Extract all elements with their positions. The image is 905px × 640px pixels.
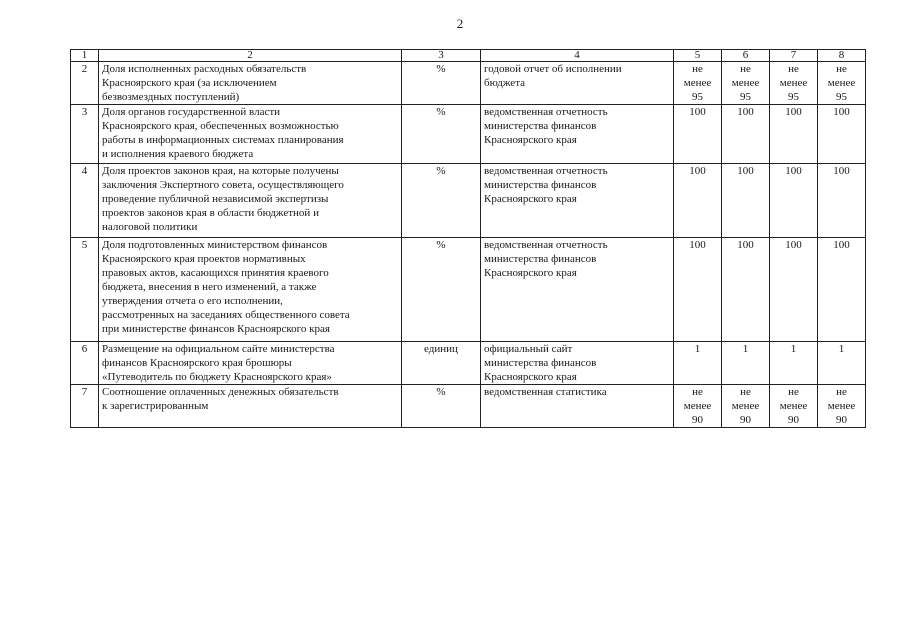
value-line: 1 (838, 343, 845, 355)
page-number: 2 (456, 16, 464, 31)
indicator-name-line: Соотношение оплаченных денежных обязательств (102, 386, 339, 398)
value-cell (674, 385, 722, 428)
value-line: не (740, 386, 751, 398)
table-row (71, 385, 866, 428)
value-cell (770, 164, 818, 238)
indicator-name-line: Доля исполненных расходных обязательств (102, 63, 307, 75)
value-cell (722, 62, 770, 105)
source-line: годовой отчет об исполнении (484, 63, 622, 75)
value-line: не (788, 386, 799, 398)
value-cell (818, 385, 866, 428)
value-line: 100 (785, 165, 802, 177)
row-number-cell: 6 (71, 342, 99, 385)
value-line: 95 (836, 91, 847, 103)
value-cell (722, 342, 770, 385)
header-cell: 4 (481, 50, 674, 62)
indicator-name-cell (99, 342, 402, 385)
value-cell (722, 238, 770, 342)
indicator-name-cell (99, 238, 402, 342)
value-cell (770, 105, 818, 164)
source-line: Красноярского края (484, 267, 577, 279)
value-line: менее (779, 400, 808, 412)
table-row (71, 238, 866, 342)
source-cell (481, 164, 674, 238)
table-row (71, 105, 866, 164)
indicator-name-line: Красноярского края, обеспеченных возможностью (102, 120, 339, 132)
source-cell (481, 105, 674, 164)
value-cell (674, 105, 722, 164)
source-line: министерства финансов (484, 253, 597, 265)
indicator-name-cell (99, 164, 402, 238)
source-line: ведомственная отчетность (484, 239, 608, 251)
source-line: официальный сайт (484, 343, 573, 355)
unit-cell: % (402, 164, 481, 238)
value-line: менее (827, 400, 856, 412)
source-line: министерства финансов (484, 120, 597, 132)
header-cell: 1 (71, 50, 99, 62)
source-cell (481, 385, 674, 428)
source-cell (481, 62, 674, 105)
value-cell (722, 385, 770, 428)
value-line: 100 (785, 239, 802, 251)
indicator-name-line: Размещение на официальном сайте министерства (102, 343, 335, 355)
value-cell (770, 385, 818, 428)
header-cell: 2 (99, 50, 402, 62)
row-number-cell: 3 (71, 105, 99, 164)
indicator-name-line: безвозмездных поступлений) (102, 91, 240, 103)
indicator-name-line: проведение публичной независимой экспертизы (102, 193, 329, 205)
value-cell (674, 164, 722, 238)
indicator-name-cell (99, 385, 402, 428)
row-number-cell: 4 (71, 164, 99, 238)
value-line: 100 (785, 106, 802, 118)
indicator-name-line: бюджета, внесения в него изменений, а также (102, 281, 317, 293)
table-row (71, 164, 866, 238)
value-cell (674, 342, 722, 385)
value-line: 90 (836, 414, 847, 426)
value-cell (818, 164, 866, 238)
value-line: менее (731, 77, 760, 89)
source-line: министерства финансов (484, 357, 597, 369)
value-line: 100 (833, 106, 850, 118)
value-cell (818, 342, 866, 385)
indicator-name-line: рассмотренных на заседаниях общественного совета (102, 309, 350, 321)
source-line: бюджета (484, 77, 526, 89)
value-line: 95 (788, 91, 799, 103)
value-line: 100 (737, 239, 754, 251)
indicator-name-line: к зарегистрированным (102, 400, 209, 412)
indicator-name-line: заключения Экспертного совета, осуществляющего (102, 179, 344, 191)
value-cell (818, 105, 866, 164)
indicator-name-line: «Путеводитель по бюджету Красноярского края» (102, 371, 332, 383)
source-cell (481, 238, 674, 342)
header-cell: 6 (722, 50, 770, 62)
value-cell (674, 62, 722, 105)
source-line: ведомственная статистика (484, 386, 607, 398)
value-line: не (740, 63, 751, 75)
row-number-cell: 5 (71, 238, 99, 342)
value-line: не (692, 63, 703, 75)
value-line: не (692, 386, 703, 398)
value-line: 100 (689, 106, 706, 118)
value-cell (722, 164, 770, 238)
indicator-name-line: налоговой политики (102, 221, 198, 233)
value-line: менее (683, 400, 712, 412)
value-line: 100 (689, 165, 706, 177)
indicator-name-line: финансов Красноярского края брошюры (102, 357, 292, 369)
value-line: 90 (740, 414, 751, 426)
header-cell: 8 (818, 50, 866, 62)
indicator-name-line: Доля подготовленных министерством финансов (102, 239, 328, 251)
row-number-cell: 7 (71, 385, 99, 428)
value-cell (770, 342, 818, 385)
source-line: Красноярского края (484, 193, 577, 205)
indicator-name-line: Доля органов государственной власти (102, 106, 281, 118)
indicator-name-line: и исполнения краевого бюджета (102, 148, 254, 160)
source-line: ведомственная отчетность (484, 106, 608, 118)
value-line: 95 (740, 91, 751, 103)
indicator-name-line: при министерстве финансов Красноярского края (102, 323, 330, 335)
value-cell (818, 238, 866, 342)
value-cell (770, 62, 818, 105)
value-line: 100 (833, 165, 850, 177)
indicator-name-line: Доля проектов законов края, на которые получены (102, 165, 339, 177)
indicators-table (70, 49, 866, 428)
source-line: ведомственная отчетность (484, 165, 608, 177)
indicator-name-line: проектов законов края в области бюджетной и (102, 207, 319, 219)
source-line: министерства финансов (484, 179, 597, 191)
unit-cell: % (402, 62, 481, 105)
value-line: менее (683, 77, 712, 89)
header-cell: 7 (770, 50, 818, 62)
table-row (71, 62, 866, 105)
unit-cell: % (402, 105, 481, 164)
table-row (71, 342, 866, 385)
value-line: 100 (737, 165, 754, 177)
indicator-name-line: утверждения отчета о его исполнении, (102, 295, 283, 307)
header-cell: 5 (674, 50, 722, 62)
value-line: 90 (692, 414, 703, 426)
indicator-name-line: Красноярского края (за исключением (102, 77, 277, 89)
value-line: 100 (689, 239, 706, 251)
indicator-name-cell (99, 62, 402, 105)
value-line: не (836, 386, 847, 398)
table-header-row (71, 50, 866, 62)
value-cell (818, 62, 866, 105)
value-line: менее (779, 77, 808, 89)
unit-cell: % (402, 238, 481, 342)
indicator-name-cell (99, 105, 402, 164)
value-line: 1 (694, 343, 701, 355)
value-line: менее (827, 77, 856, 89)
header-cell: 3 (402, 50, 481, 62)
value-line: не (836, 63, 847, 75)
unit-cell: % (402, 385, 481, 428)
row-number-cell: 2 (71, 62, 99, 105)
value-line: 100 (833, 239, 850, 251)
value-cell (674, 238, 722, 342)
source-cell (481, 342, 674, 385)
value-line: менее (731, 400, 760, 412)
value-line: 1 (790, 343, 797, 355)
value-line: не (788, 63, 799, 75)
source-line: Красноярского края (484, 134, 577, 146)
indicator-name-line: правовых актов, касающихся принятия краевого (102, 267, 329, 279)
indicator-name-line: работы в информационных системах планирования (102, 134, 344, 146)
value-line: 100 (737, 106, 754, 118)
value-line: 90 (788, 414, 799, 426)
unit-cell: единиц (402, 342, 481, 385)
value-line: 95 (692, 91, 703, 103)
source-line: Красноярского края (484, 371, 577, 383)
value-cell (722, 105, 770, 164)
indicator-name-line: Красноярского края проектов нормативных (102, 253, 306, 265)
value-cell (770, 238, 818, 342)
value-line: 1 (742, 343, 749, 355)
